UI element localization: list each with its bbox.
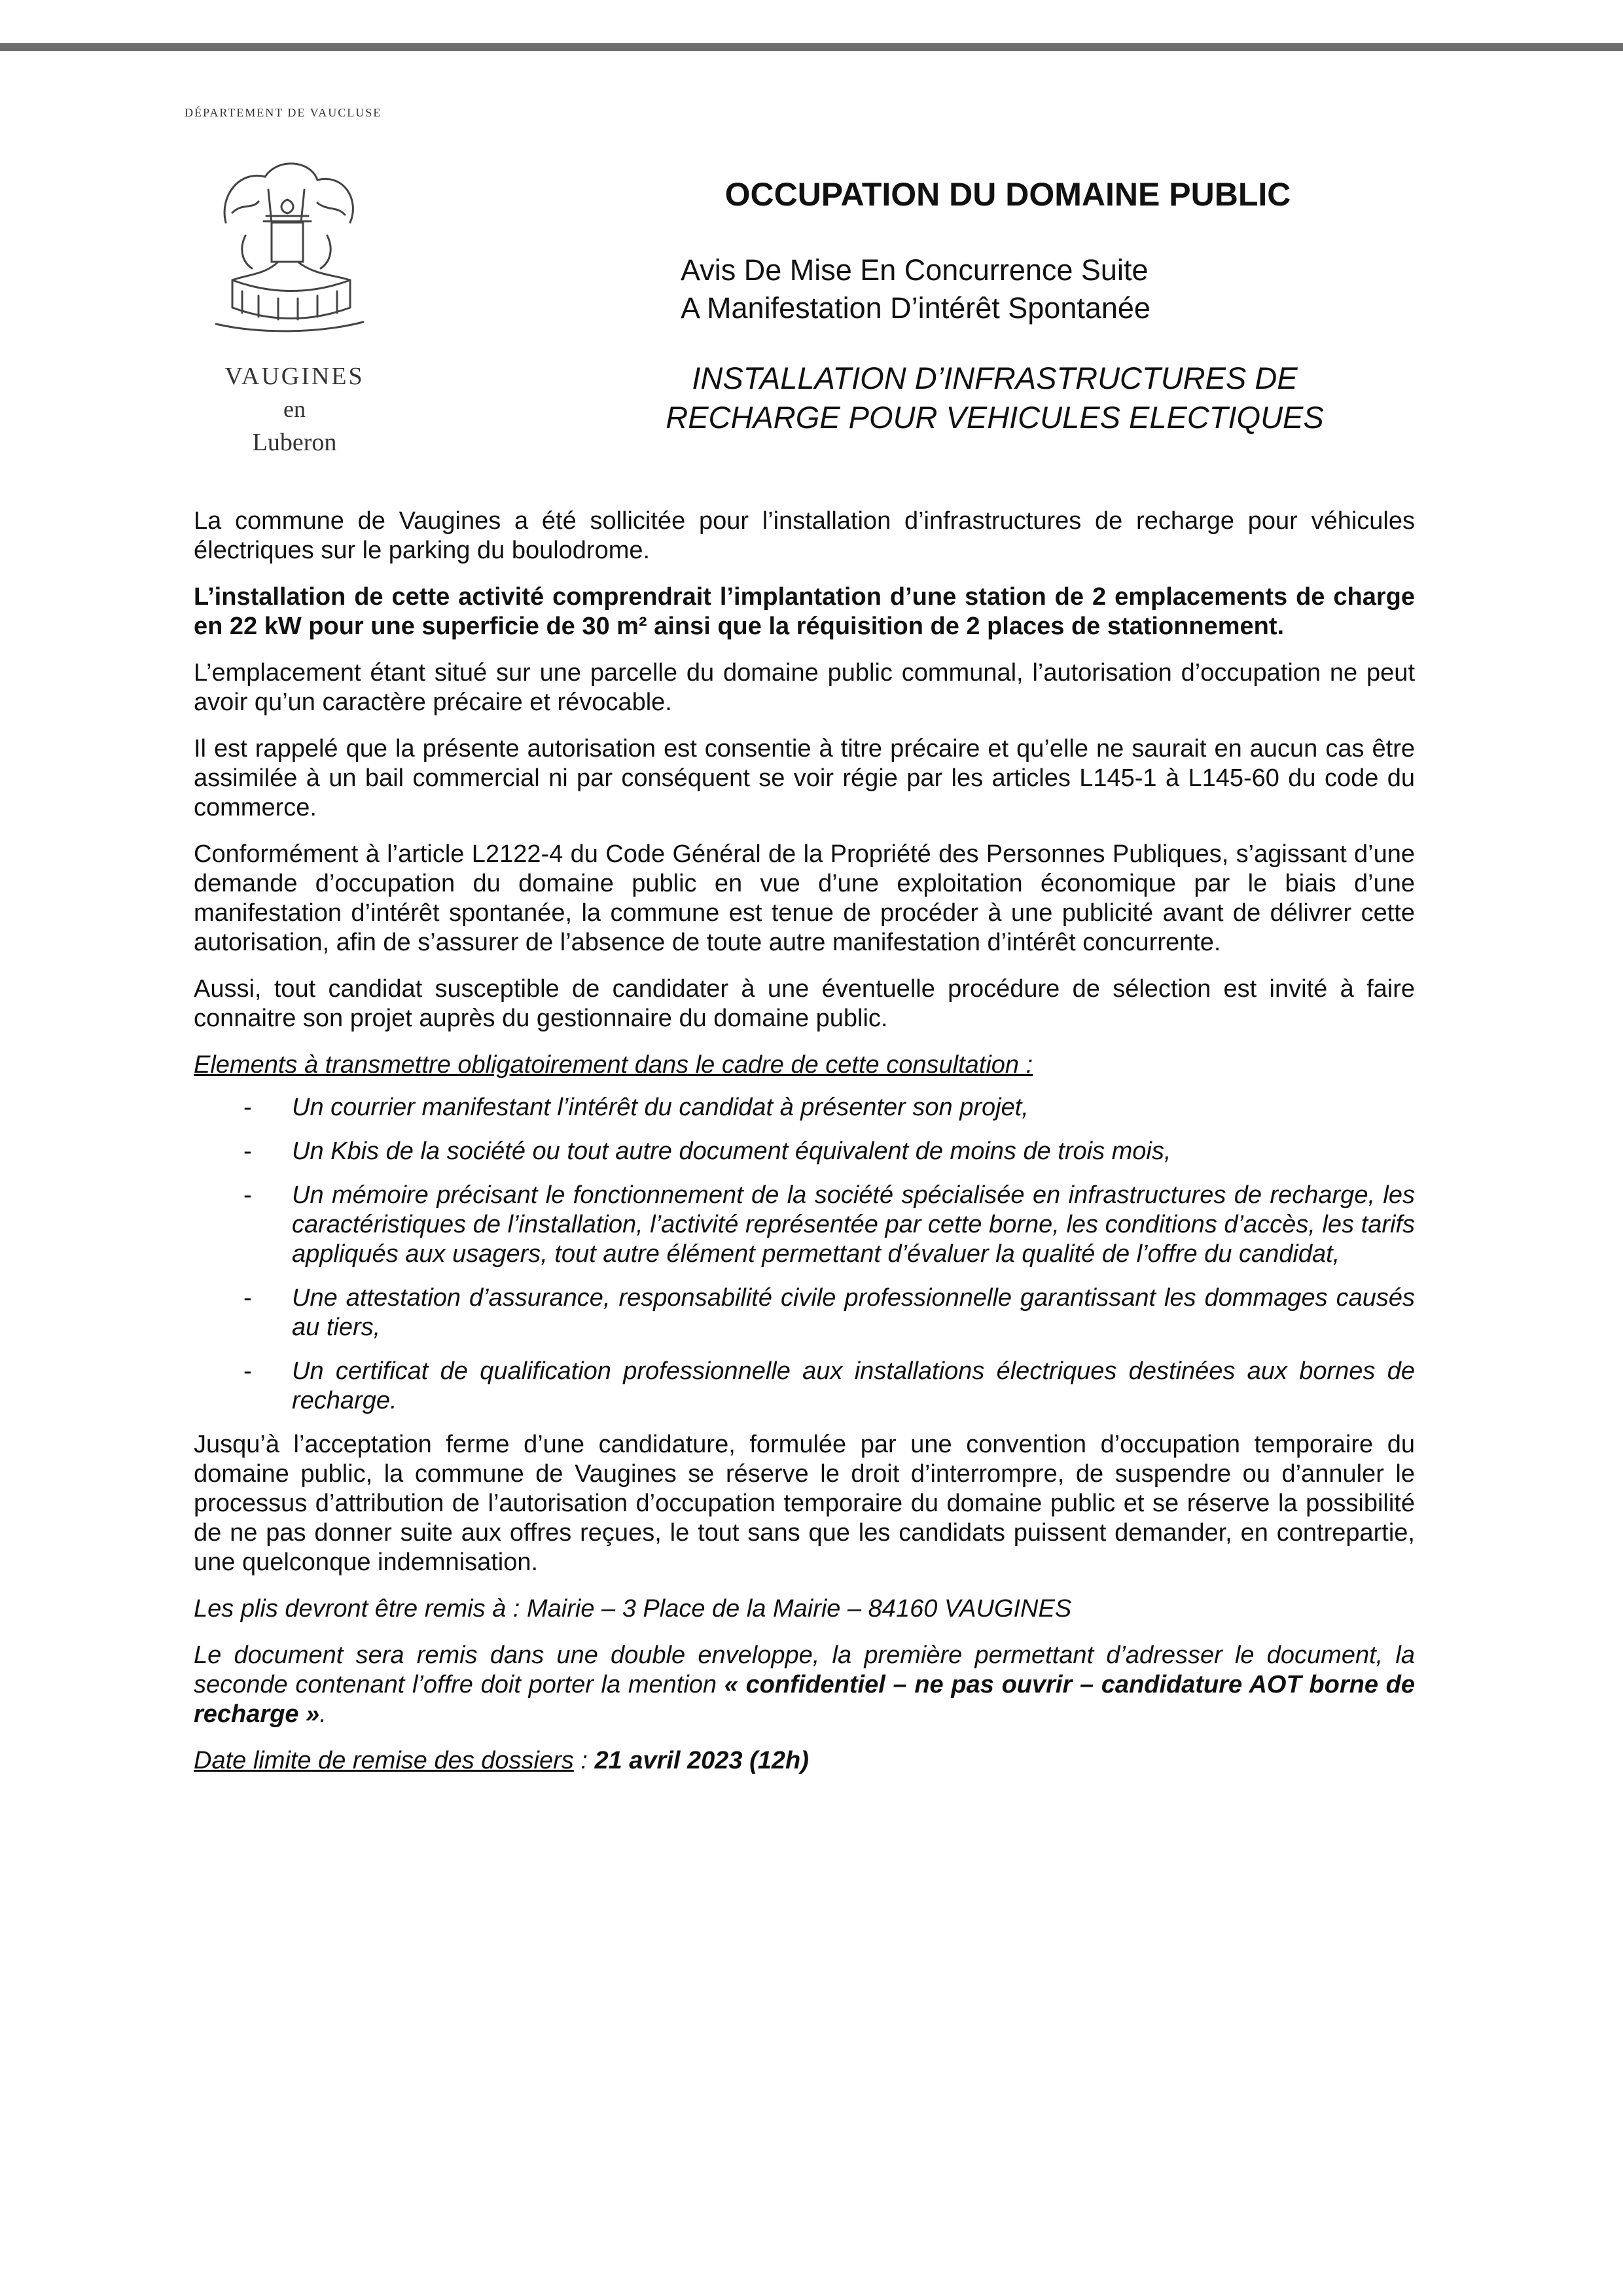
- list-dash: -: [243, 1094, 252, 1121]
- commune-line-1: VAUGINES: [224, 363, 365, 390]
- deadline-label: Date limite de remise des dossiers: [194, 1747, 574, 1774]
- list-heading: Elements à transmettre obligatoirement dans le cadre de cette consultation :: [194, 1051, 1033, 1079]
- paragraph-reservation: Jusqu’à l’acceptation ferme d’une candidature, formulée par une convention d’occupation temporaire du domaine public, la commune de Vaugines se réserve le droit d’interrompre, de suspendre ou d’annuler le processus d’attribution de l’autorisation d’occupation temporaire du domaine public et se réserve la possibilité de ne pas donner suite aux offres reçues, le tout sans que les candidats puissent demander, en contrepartie, une quelconque indemnisation.: [194, 1431, 1415, 1576]
- paragraph-legal-basis: Conformément à l’article L2122-4 du Code Général de la Propriété des Personnes Publiques, s’agissant d’une demande d’occupation du domaine public en vue d’une exploitation économique par le biais d’une manifestation d’intérêt spontanée, la commune est tenue de procéder à une publicité avant de délivrer cette autorisation, afin de s’assurer de l’absence de toute autre manifestation d’intérêt concurrente.: [194, 840, 1415, 956]
- paragraph-precarious: Il est rappelé que la présente autorisation est consentie à titre précaire et qu’elle ne saurait en aucun cas être assimilée à un bail commercial ni par conséquent se voir régie par les articles L145-1 à L145-60 du code du commerce.: [194, 735, 1415, 821]
- subtitle: [681, 251, 1150, 327]
- commune-line-2: en: [283, 396, 306, 422]
- scan-top-border: [0, 43, 1623, 51]
- list-item: - Un courrier manifestant l’intérêt du candidat à présenter son projet,: [243, 1094, 1029, 1121]
- paragraph-envelope: Le document sera remis dans une double enveloppe, la première permettant d’adresser le document, la seconde contenant l’offre doit porter la mention « confidentiel – ne pas ouvrir – candidature AOT borne de recharge ».: [194, 1641, 1415, 1728]
- list-item: - Un mémoire précisant le fonctionnement de la société spécialisée en infrastructures de recharge, les caractéristiques de l’installation, l’activité représentée par cette borne, les conditions d’accès, les tarifs appliqués aux usagers, tout autre élément permettant d’évaluer la qualité de l’offre du candidat,: [243, 1181, 1415, 1268]
- required-documents-list: [194, 1093, 1415, 1416]
- fountain-crest-icon: [206, 151, 370, 334]
- notice-body: [194, 507, 1415, 1793]
- object-line-2: RECHARGE POUR VEHICULES ELECTIQUES: [666, 400, 1324, 435]
- list-item: - Un Kbis de la société ou tout autre document équivalent de moins de trois mois,: [243, 1138, 1171, 1165]
- subtitle-line-2: A Manifestation D’intérêt Spontanée: [681, 291, 1150, 325]
- list-item: - Une attestation d’assurance, responsabilité civile professionnelle garantissant les dommages causés au tiers,: [243, 1284, 1415, 1341]
- list-item: - Un certificat de qualification professionnelle aux installations électriques destinées aux bornes de recharge.: [243, 1357, 1415, 1414]
- list-dash: -: [243, 1181, 252, 1209]
- object-line-1: INSTALLATION D’INFRASTRUCTURES DE: [692, 361, 1298, 395]
- deadline: Date limite de remise des dossiers : 21 avril 2023 (12h): [194, 1747, 809, 1774]
- paragraph-intro: La commune de Vaugines a été sollicitée pour l’installation d’infrastructures de recharge pour véhicules électriques sur le parking du boulodrome.: [194, 507, 1415, 564]
- list-dash: -: [243, 1138, 252, 1165]
- page-title: OCCUPATION DU DOMAINE PUBLIC: [724, 176, 1291, 213]
- paragraph-location: L’emplacement étant situé sur une parcelle du domaine public communal, l’autorisation d’occupation ne peut avoir qu’un caractère précaire et révocable.: [194, 659, 1415, 716]
- paragraph-candidates: Aussi, tout candidat susceptible de candidater à une éventuelle procédure de sélection est invité à faire connaitre son projet auprès du gestionnaire du domaine public.: [194, 975, 1415, 1032]
- list-dash: -: [243, 1284, 252, 1312]
- subtitle-line-1: Avis De Mise En Concurrence Suite: [681, 253, 1149, 287]
- submission-address: Les plis devront être remis à : Mairie – 3 Place de la Mairie – 84160 VAUGINES: [194, 1595, 1072, 1623]
- paragraph-installation: L’installation de cette activité comprendrait l’implantation d’une station de 2 emplacements de charge en 22 kW pour une superficie de 30 m² ainsi que la réquisition de 2 places de stationnement.: [194, 583, 1415, 640]
- list-dash: -: [243, 1357, 252, 1385]
- object-heading: [615, 359, 1374, 437]
- deadline-date: 21 avril 2023 (12h): [594, 1747, 809, 1774]
- department-label: DÉPARTEMENT DE VAUCLUSE: [185, 106, 382, 119]
- commune-name: [190, 360, 399, 459]
- commune-line-3: Luberon: [252, 429, 337, 456]
- confidential-mention: « confidentiel – ne pas ouvrir – candidature AOT borne de recharge »: [194, 1671, 1415, 1728]
